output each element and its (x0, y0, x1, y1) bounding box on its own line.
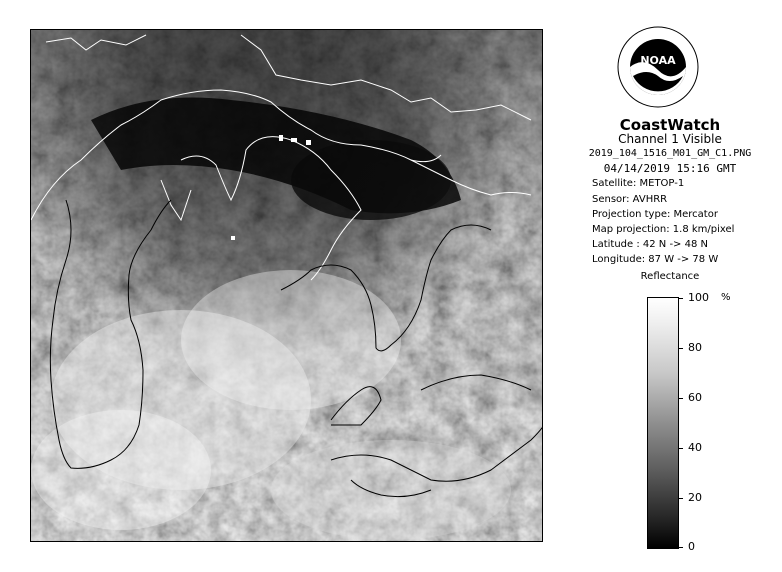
satellite-image-svg (31, 30, 543, 542)
datetime-label: 04/14/2019 15:16 GMT (603, 162, 737, 175)
panel-title: CoastWatch (619, 116, 721, 134)
logo-text: NOAA (640, 54, 676, 67)
channel-label: Channel 1 Visible (618, 132, 722, 146)
scale-tick (678, 298, 683, 299)
scale-tick (678, 348, 683, 349)
latitude-label: Latitude : 42 N -> 48 N (592, 239, 708, 250)
scale-tick-label: 0 (688, 540, 695, 553)
noaa-logo-icon (617, 26, 699, 108)
scale-tick (678, 547, 683, 548)
scale-tick (678, 498, 683, 499)
scale-tick-label: 20 (688, 491, 702, 504)
scale-title: Reflectance (640, 271, 700, 282)
scale-tick (678, 448, 683, 449)
noaa-logo-svg (617, 26, 699, 108)
reflectance-colorbar (647, 297, 679, 549)
scale-unit: % (721, 292, 731, 303)
satellite-image (30, 29, 543, 542)
scale-tick-label: 100 (688, 291, 709, 304)
scale-tick-label: 40 (688, 441, 702, 454)
scale-tick-label: 80 (688, 341, 702, 354)
sensor-label: Sensor: AVHRR (592, 194, 668, 205)
map-projection-label: Map projection: 1.8 km/pixel (592, 224, 735, 235)
projection-type-label: Projection type: Mercator (592, 209, 718, 220)
filename-label: 2019_104_1516_M01_GM_C1.PNG (588, 148, 752, 159)
scale-tick-label: 60 (688, 391, 702, 404)
satellite-label: Satellite: METOP-1 (592, 178, 685, 189)
scale-tick (678, 398, 683, 399)
longitude-label: Longitude: 87 W -> 78 W (592, 254, 719, 265)
